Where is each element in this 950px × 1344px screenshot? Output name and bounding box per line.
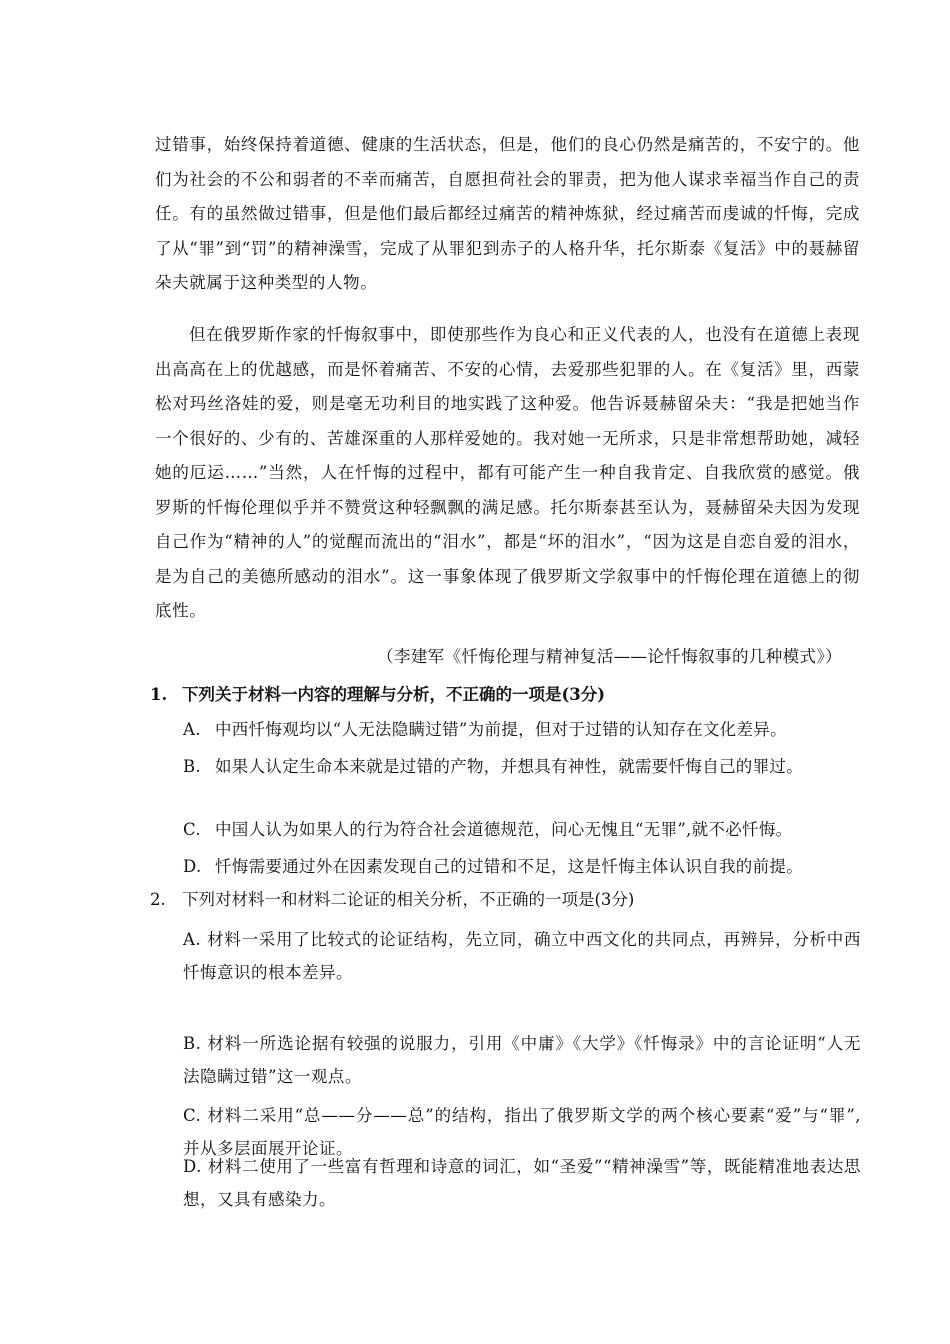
option-letter: A. — [183, 930, 202, 949]
option-letter: A. — [183, 720, 201, 739]
question-1-option-b — [183, 752, 863, 782]
question-number: 2. — [150, 890, 166, 909]
option-letter: B. — [183, 1034, 202, 1053]
question-2-stem — [150, 885, 870, 915]
option-text: 中西忏悔观均以“人无法隐瞒过错”为前提，但对于过错的认知存在文化差异。 — [215, 720, 787, 739]
passage-paragraph-1: 过错事，始终保持着道德、健康的生活状态，但是，他们的良心仍然是痛苦的，不安宁的。他们为社会的不公和弱者的不幸而痛苦，自愿担荷社会的罪责，把为他人谋求幸福当作自己的责任。有的虽然做过错事，但是他们最后都经过痛苦的精神炼狱，经过痛苦而虔诚的忏悔，完成了从“罪”到“罚”的精神澡雪，完成了从罪犯到赤子的人格升华，托尔斯泰《复活》中的聂赫留朵夫就属于这种类型的人物。 — [155, 135, 860, 292]
passage-paragraph-2: 但在俄罗斯作家的忏悔叙事中，即使那些作为良心和正义代表的人，也没有在道德上表现出高高在上的优越感，而是怀着痛苦、不安的心情，去爱那些犯罪的人。在《复活》里，西蒙松对玛丝洛娃的爱，则是毫无功利目的地实践了这种爱。他告诉聂赫留朵夫：“我是把她当作一个很好的、少有的、苦雄深重的人那样爱她的。我对她一无所求，只是非常想帮助她，减轻她的厄运……”当然，人在忏悔的过程中，都有可能产生一种自我肯定、自我欣赏的感觉。俄罗斯的忏悔伦理似乎并不赞赏这种轻飘飘的满足感。托尔斯泰甚至认为，聂赫留朵夫因为发现自己作为“精神的人”的觉醒而流出的“泪水”，都是“坏的泪水”，“因为这是自恋自爱的泪水，是为自己的美德所感动的泪水”。这一事象体现了俄罗斯文学叙事中的忏悔伦理在道德上的彻底性。 — [155, 325, 860, 620]
option-letter: B. — [183, 757, 201, 776]
question-2-option-b — [183, 1027, 861, 1093]
question-text: 下列对材料一和材料二论证的相关分析，不正确的一项是(3分) — [182, 890, 635, 909]
option-letter: C. — [183, 1106, 202, 1125]
question-text: 下列关于材料一内容的理解与分析，不正确的一项是(3分) — [182, 685, 606, 704]
option-text: 忏悔需要通过外在因素发现自己的过错和不足，这是忏悔主体认识自我的前提。 — [215, 857, 803, 876]
option-letter: C. — [183, 820, 201, 839]
option-text: 材料一所选论据有较强的说服力，引用《中庸》《大学》《忏悔录》中的言论证明“人无法隐瞒过错”这一观点。 — [183, 1034, 862, 1086]
option-letter: D. — [183, 1157, 202, 1176]
question-2-option-d — [183, 1150, 861, 1216]
passage-citation: （李建军《忏悔伦理与精神复活——论忏悔叙事的几种模式》） — [377, 647, 842, 666]
option-text: 材料一采用了比较式的论证结构，先立同，确立中西文化的共同点，再辨异，分析中西忏悔意识的根本差异。 — [183, 930, 862, 982]
question-number: 1. — [150, 685, 168, 704]
question-2-option-a — [183, 923, 861, 989]
question-1-option-a — [183, 715, 863, 745]
option-text: 材料二使用了一些富有哲理和诗意的词汇，如“圣爱”“精神澡雪”等，既能精准地表达思想，又具有感染力。 — [183, 1157, 861, 1209]
question-1-option-c — [183, 815, 863, 845]
option-text: 如果人认定生命本来就是过错的产物，并想具有神性，就需要忏悔自己的罪过。 — [215, 757, 803, 776]
question-1-stem — [150, 680, 870, 710]
option-text: 材料二采用“总——分——总”的结构，指出了俄罗斯文学的两个核心要素“爱”与“罪”,并从多层面展开论证。 — [183, 1106, 861, 1158]
option-letter: D. — [183, 857, 202, 876]
question-1-option-d — [183, 852, 863, 882]
option-text: 中国人认为如果人的行为符合社会道德规范，问心无愧且“无罪”,就不必忏悔。 — [215, 820, 793, 839]
